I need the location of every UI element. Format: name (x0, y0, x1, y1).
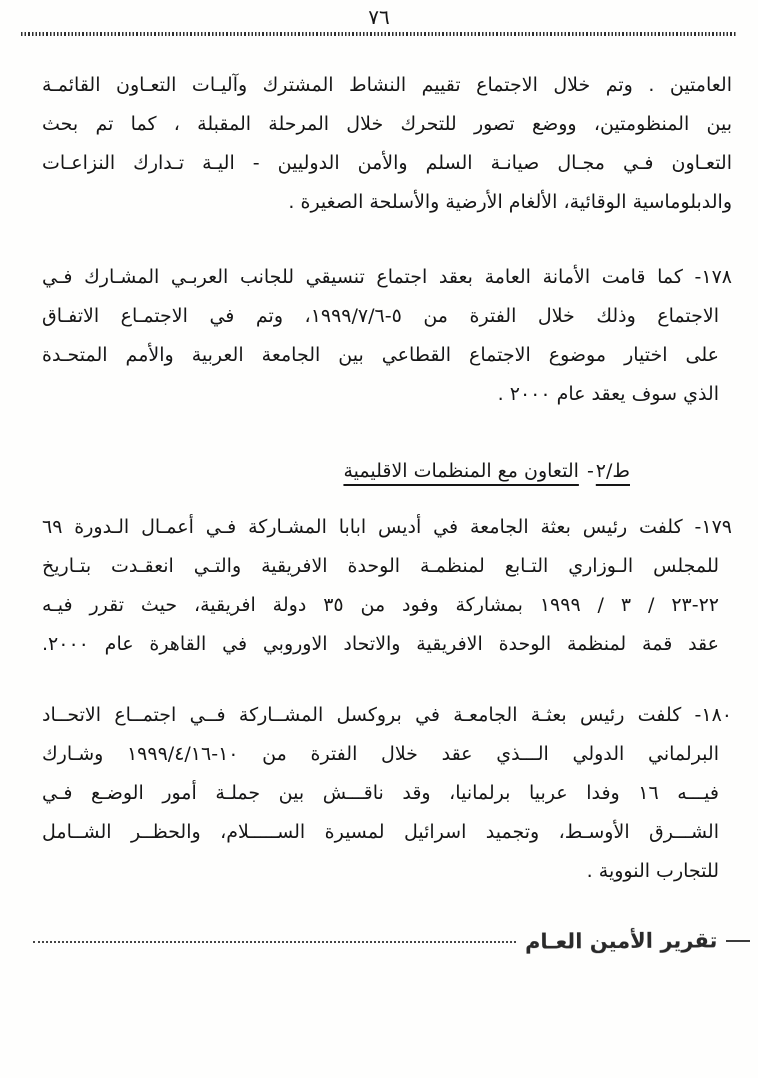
body-line: ١٧٨- كما قامت الأمانة العامة بعقد اجتماع تنسيقي للجانب العربـي المشـارك فـي (42, 266, 732, 288)
paragraph-178 (42, 258, 732, 414)
page-footer (33, 926, 750, 956)
document-body (0, 36, 758, 891)
body-line: البرلماني الدولي الـــذي عقد خلال الفترة من ١٠-١٩٩٩/٤/١٦ وشـارك (42, 743, 719, 765)
footer-dash (726, 940, 750, 942)
footer-signature-text: تقرير الأمين العـام (524, 928, 718, 954)
section-heading-dash: - (586, 460, 594, 482)
body-line: الذي سوف يعقد عام ٢٠٠٠ . (497, 383, 719, 405)
paragraph-179 (42, 508, 732, 664)
body-line: للتجارب النووية . (586, 860, 719, 882)
section-heading-number: ط/٢ (595, 460, 630, 482)
section-heading (42, 454, 732, 488)
body-line: الاجتماع وذلك خلال الفترة من ٥-١٩٩٩/٧/٦، وتم في الاجتمـاع الاتفـاق (42, 305, 720, 327)
paragraph-intro (42, 66, 732, 222)
body-line: عقد قمة لمنظمة الوحدة الافريقية والاتحاد الاوروبي في القاهرة عام ٢٠٠٠. (42, 633, 719, 655)
body-line: التعـاون فـي مجـال صيانـة السلم والأمن الدوليين - اليـة تـدارك النزاعـات (42, 152, 732, 174)
body-line: على اختيار موضوع الاجتماع القطاعي بين الجامعة العربية والأمم المتحـدة (42, 344, 719, 366)
body-line: بين المنظومتين، ووضع تصور للتحرك خلال المرحلة المقبلة ، كما تم بحث (42, 113, 732, 135)
body-line: الشـــرق الأوسـط، وتجميد اسرائيل لمسيرة الســـــلام، والحظــر الشــامل (42, 821, 719, 843)
footer-rule (33, 941, 516, 943)
body-line: ١٧٩- كلفت رئيس بعثة الجامعة في أديس ابابا المشـاركة فـي أعمـال الـدورة ٦٩ (42, 516, 732, 538)
body-line: للمجلس الـوزاري التـابع لمنظمـة الوحدة الافريقية والتـي انعقـدت بتـاريخ (42, 555, 719, 577)
section-heading-title: التعاون مع المنظمات الاقليمية (343, 460, 579, 482)
page-number: ٧٦ (368, 5, 390, 29)
body-line: والدبلوماسية الوقائية، الألغام الأرضية والأسلحة الصغيرة . (288, 191, 732, 213)
body-line: فيـــه ١٦ وفدا عربيا برلمانيا، وقد ناقـــش بين جملـة أمور الوضـع فـي (42, 782, 719, 804)
paragraph-180 (42, 696, 732, 891)
body-line: ١٨٠- كلفت رئيس بعثـة الجامعـة في بروكسل المشــاركة فــي اجتمــاع الاتحــاد (42, 704, 732, 726)
body-line: ٢٢-٢٣ / ٣ / ١٩٩٩ بمشاركة وفود من ٣٥ دولة افريقية، حيث تقرر فيـه (42, 594, 720, 616)
body-line: العامتين . وتم خلال الاجتماع تقييم النشاط المشترك وآليـات التعـاون القائمـة (42, 74, 732, 96)
